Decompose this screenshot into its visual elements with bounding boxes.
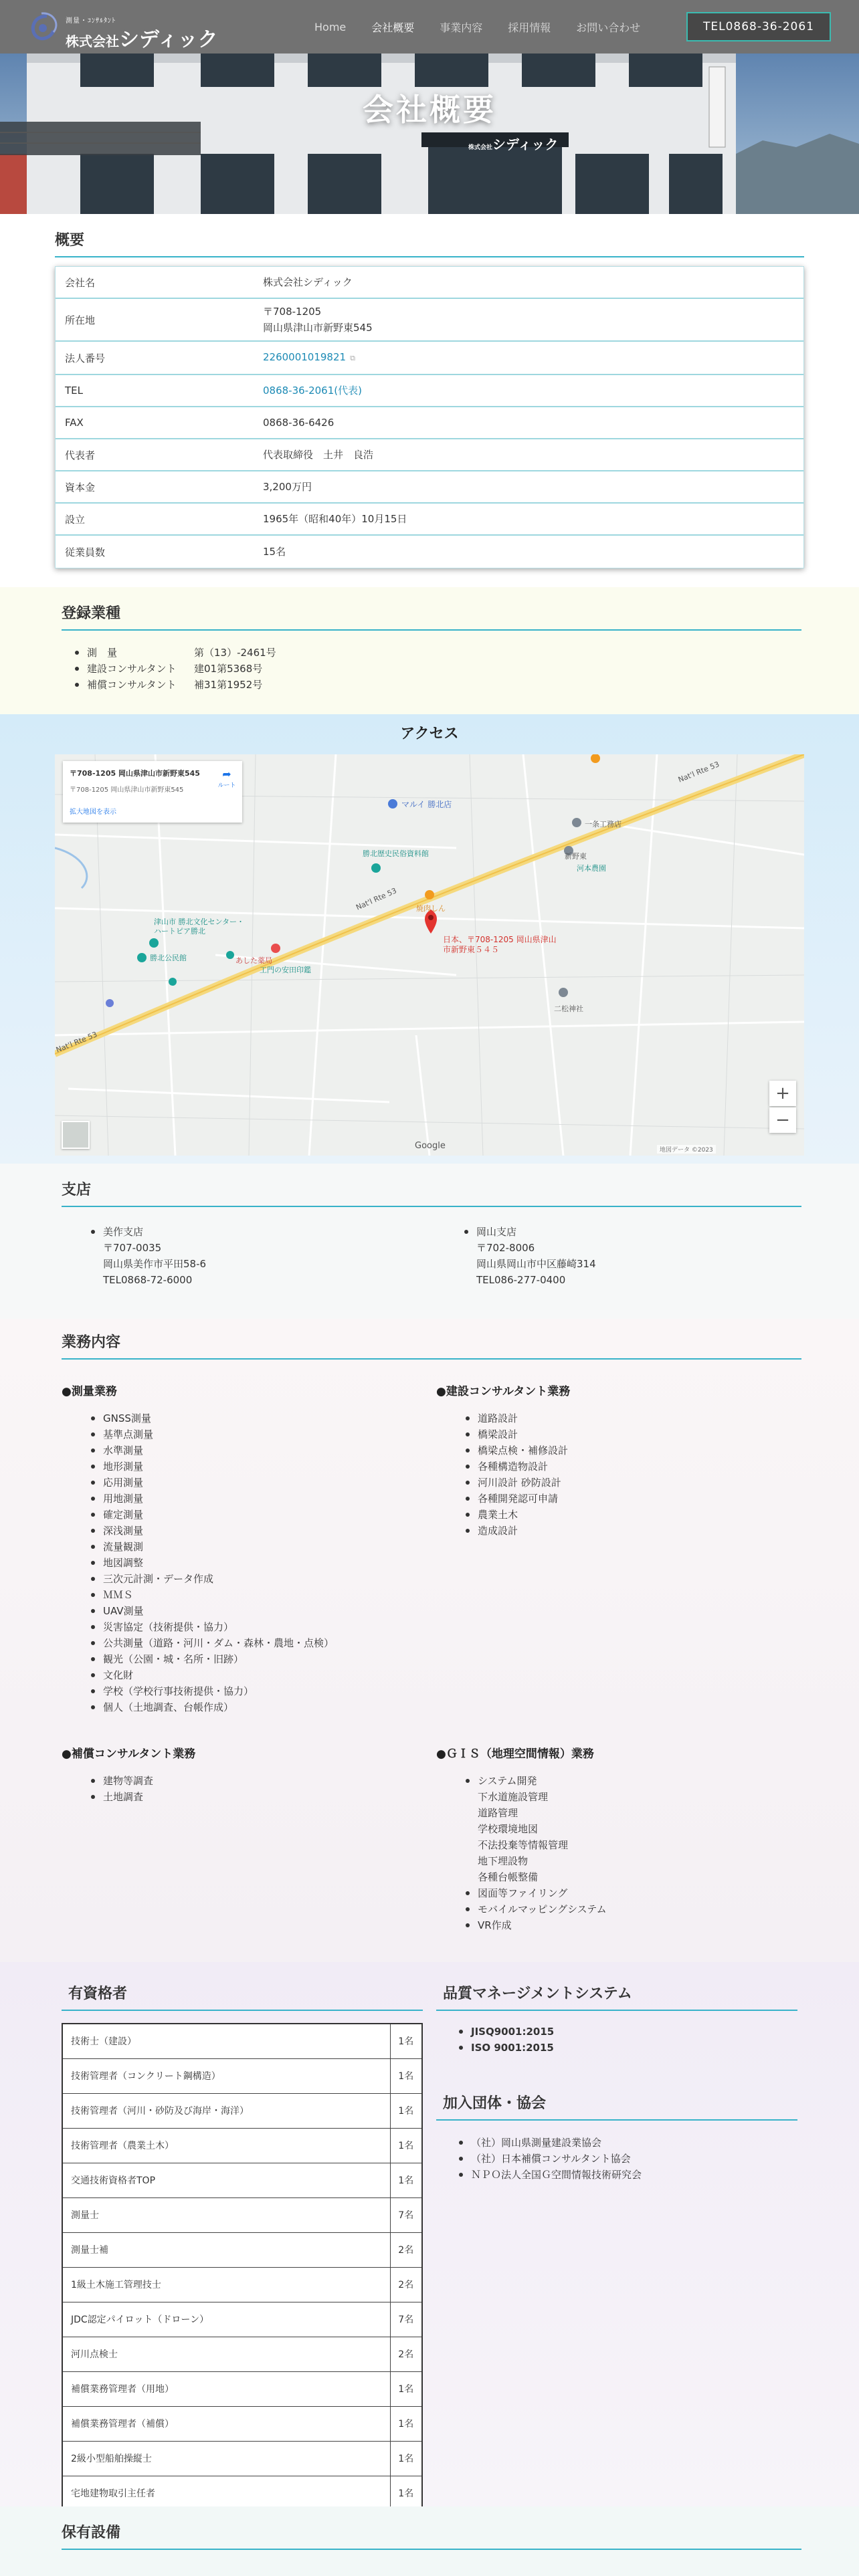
map-copyright: 地図データ ©2023 bbox=[657, 1145, 716, 1154]
row-key: 法人番号 bbox=[65, 352, 106, 364]
table-row: 宅地建物取引主任者 1名 bbox=[62, 2476, 422, 2510]
company-logo[interactable] bbox=[27, 11, 227, 51]
list-item: ＭＭＳ bbox=[86, 1587, 409, 1603]
list-item: 河川設計 砂防設計 bbox=[460, 1475, 797, 1491]
map-info-card bbox=[63, 761, 242, 823]
gis-title: ●ＧＩＳ（地理空間情報）業務 bbox=[436, 1747, 594, 1761]
tel-button[interactable]: TEL0868-36-2061 bbox=[686, 12, 831, 41]
table-row: 測量士 7名 bbox=[62, 2197, 422, 2232]
list-item: 橋梁設計 bbox=[460, 1426, 797, 1442]
row-value: 1965年（昭和40年）10月15日 bbox=[263, 513, 407, 525]
associations-heading: 加入団体・協会 bbox=[436, 2092, 797, 2121]
compensation-title: ●補償コンサルタント業務 bbox=[62, 1747, 196, 1761]
list-item: 各種開発認可申請 bbox=[460, 1491, 797, 1507]
table-row bbox=[56, 375, 803, 407]
table-row bbox=[56, 536, 803, 568]
row-value bbox=[263, 383, 803, 399]
list-item: 基準点測量 bbox=[86, 1426, 409, 1442]
branch-list-okayama bbox=[459, 1224, 596, 1288]
associations-list bbox=[454, 2135, 642, 2183]
table-row: 補償業務管理者（補償） 1名 bbox=[62, 2406, 422, 2441]
construction-list bbox=[460, 1410, 797, 1539]
list-item: 土地調査 bbox=[86, 1789, 409, 1805]
list-item: モバイルマッピングシステム bbox=[460, 1901, 797, 1917]
overview-heading: 概要 bbox=[55, 229, 804, 257]
list-item: 造成設計 bbox=[460, 1523, 797, 1539]
list-item: 学校（学校行事技術提供・協力） bbox=[86, 1683, 409, 1699]
tel-link[interactable]: 0868-36-2061(代表) bbox=[263, 385, 362, 397]
table-row: 技術管理者（コンクリート鋼構造） 1名 bbox=[62, 2058, 422, 2093]
route-icon: ➦ bbox=[222, 768, 231, 780]
map-route-button[interactable]: ➦ ルート bbox=[217, 768, 236, 789]
map-label-shinno: 新野東 bbox=[565, 852, 587, 861]
map-label-culture: 津山市 勝北文化センター・ハートピア勝北 bbox=[154, 918, 245, 936]
branch-list-mimasaka bbox=[86, 1224, 206, 1288]
list-item: VR作成 bbox=[460, 1917, 797, 1933]
construction-block bbox=[436, 1382, 797, 1539]
qualifications-heading: 有資格者 bbox=[62, 1982, 423, 2011]
gis-list bbox=[460, 1773, 797, 1933]
row-value bbox=[263, 349, 803, 366]
compensation-block bbox=[62, 1744, 409, 1805]
row-key: 代表者 bbox=[65, 449, 96, 461]
table-row bbox=[56, 471, 803, 504]
logo-name: 株式会社シディック bbox=[66, 28, 218, 51]
row-key: 所在地 bbox=[65, 314, 96, 326]
map-label-pharmacy: あした薬局 bbox=[235, 956, 272, 965]
row-key: TEL bbox=[65, 385, 83, 397]
map-label-road: Nat'l Rte 53 bbox=[55, 1030, 99, 1055]
list-item: 建物等調査 bbox=[86, 1773, 409, 1789]
building-sign: 株式会社シディック bbox=[468, 136, 559, 152]
compensation-list bbox=[86, 1773, 409, 1805]
table-row: 1級土木施工管理技士 2名 bbox=[62, 2267, 422, 2302]
list-item: UAV測量 bbox=[86, 1603, 409, 1619]
list-item: 橋梁点検・補修設計 bbox=[460, 1442, 797, 1459]
map-label-shrine: 二松神社 bbox=[554, 1004, 583, 1013]
corporate-number-link[interactable]: 2260001019821 bbox=[263, 351, 347, 363]
logo-mark-icon bbox=[27, 11, 62, 44]
map-enlarge-link[interactable]: 拡大地図を表示 bbox=[70, 809, 116, 816]
map-label-road: Nat'l Rte 53 bbox=[676, 760, 721, 784]
site-header bbox=[0, 0, 859, 53]
list-item: 測 量 第（13）-2461号 bbox=[70, 645, 276, 661]
list-item: 確定測量 bbox=[86, 1507, 409, 1523]
nav-company[interactable]: 会社概要 bbox=[371, 21, 415, 34]
row-value: 〒708-1205 岡山県津山市新野東545 bbox=[263, 306, 373, 334]
row-value: 株式会社シディック bbox=[263, 276, 353, 288]
survey-title: ●測量業務 bbox=[62, 1385, 117, 1398]
list-item: 流量観測 bbox=[86, 1539, 409, 1555]
row-key: 設立 bbox=[65, 513, 86, 526]
table-row bbox=[56, 439, 803, 471]
list-item: GNSS測量 bbox=[86, 1410, 409, 1426]
list-item: 個人（土地調査、台帳作成） bbox=[86, 1699, 409, 1715]
list-item: 用地測量 bbox=[86, 1491, 409, 1507]
map-label-pin: 日本、〒708-1205 岡山県津山市新野東５４５ bbox=[443, 935, 557, 954]
table-row: 測量士補 2名 bbox=[62, 2232, 422, 2267]
map-card-title: 〒708-1205 岡山県津山市新野東545 bbox=[70, 769, 200, 778]
list-item: 地形測量 bbox=[86, 1459, 409, 1475]
list-item: 道路設計 bbox=[460, 1410, 797, 1426]
external-link-icon: ⧉ bbox=[350, 354, 355, 362]
registration-list bbox=[70, 645, 276, 693]
list-item: 三次元計測・データ作成 bbox=[86, 1571, 409, 1587]
list-item: 水準測量 bbox=[86, 1442, 409, 1459]
table-row: 河川点検士 2名 bbox=[62, 2337, 422, 2371]
list-item: 岡山支店 〒702-8006 岡山県岡山市中区藤崎314 TEL086-277-0400 bbox=[459, 1224, 596, 1288]
map-label-store: マルイ 勝北店 bbox=[401, 800, 452, 809]
survey-list bbox=[86, 1410, 409, 1715]
nav-business[interactable]: 事業内容 bbox=[440, 21, 483, 34]
table-row bbox=[56, 267, 803, 299]
row-key: FAX bbox=[65, 417, 84, 429]
map-card-address: 〒708-1205 岡山県津山市新野東545 bbox=[70, 786, 184, 794]
map-label-kawamoto: 河本農園 bbox=[577, 864, 606, 873]
list-item: 観光（公園・城・名所・旧跡） bbox=[86, 1651, 409, 1667]
zoom-in-button[interactable]: + bbox=[769, 1081, 796, 1106]
hero-banner bbox=[0, 53, 859, 214]
hero-building-image bbox=[0, 53, 859, 214]
main-nav bbox=[314, 0, 666, 53]
row-value: 0868-36-6426 bbox=[263, 417, 335, 429]
table-row bbox=[56, 299, 803, 342]
branches-heading: 支店 bbox=[62, 1178, 801, 1207]
list-item: 深浅測量 bbox=[86, 1523, 409, 1539]
table-row: 技術管理者（農業土木） 1名 bbox=[62, 2128, 422, 2163]
list-item: 災害協定（技術提供・協力） bbox=[86, 1619, 409, 1635]
list-item: （社）岡山県測量建設業協会 bbox=[454, 2135, 642, 2151]
list-item: 各種構造物設計 bbox=[460, 1459, 797, 1475]
list-item: （社）日本補償コンサルタント協会 bbox=[454, 2151, 642, 2167]
table-row bbox=[56, 504, 803, 536]
list-item: 文化財 bbox=[86, 1667, 409, 1683]
qualifications-table bbox=[62, 2023, 423, 2511]
nav-home[interactable]: Home bbox=[314, 20, 347, 33]
row-value: 15名 bbox=[263, 546, 286, 558]
table-row: JDC認定パイロット（ドローン） 7名 bbox=[62, 2302, 422, 2337]
nav-contact[interactable]: お問い合わせ bbox=[576, 21, 641, 34]
map-label-yakiniku: 焼肉しん bbox=[416, 904, 446, 913]
list-item: JISQ9001:2015 bbox=[454, 2024, 554, 2040]
map-label-road: Nat'l Rte 53 bbox=[355, 886, 398, 912]
row-key: 従業員数 bbox=[65, 546, 106, 558]
list-item: 応用測量 bbox=[86, 1475, 409, 1491]
page-title: 会社概要 bbox=[363, 92, 496, 128]
survey-block bbox=[62, 1382, 409, 1715]
list-item: 公共測量（道路・河川・ダム・森林・農地・点検） bbox=[86, 1635, 409, 1651]
row-value: 代表取締役 土井 良浩 bbox=[263, 449, 374, 461]
map-label-hall: 勝北歴史民俗資料館 bbox=[363, 849, 429, 858]
table-row bbox=[56, 342, 803, 375]
business-heading: 業務内容 bbox=[62, 1331, 801, 1360]
list-item: 建設コンサルタント 建01第5368号 bbox=[70, 661, 276, 677]
access-heading: アクセス bbox=[400, 726, 459, 742]
list-item: 地図調整 bbox=[86, 1555, 409, 1571]
map-type-thumbnail[interactable] bbox=[62, 1121, 90, 1149]
table-row bbox=[56, 407, 803, 439]
zoom-out-button[interactable]: − bbox=[769, 1107, 796, 1133]
table-row: 技術管理者（河川・砂防及び海岸・海洋） 1名 bbox=[62, 2093, 422, 2128]
table-row: 2級小型船舶操縦士 1名 bbox=[62, 2441, 422, 2476]
row-value: 3,200万円 bbox=[263, 481, 312, 493]
construction-title: ●建設コンサルタント業務 bbox=[436, 1385, 571, 1398]
list-item: 美作支店 〒707-0035 岡山県美作市平田58-6 TEL0868-72-6000 bbox=[86, 1224, 206, 1288]
row-key: 資本金 bbox=[65, 481, 96, 494]
nav-recruit[interactable]: 採用情報 bbox=[508, 21, 551, 34]
map-label-park: 勝北公民館 bbox=[150, 954, 187, 962]
google-logo: Google bbox=[415, 1141, 446, 1151]
logo-subtitle: 測量・ｺﾝｻﾙﾀﾝﾄ bbox=[66, 17, 116, 25]
list-item: システム開発 下水道施設管理 道路管理 学校環境地図 不法投棄等情報管理 地下埋設物 各種台帳整備 bbox=[460, 1773, 797, 1885]
map-label-factory: 工門の安田印鑑 bbox=[260, 966, 311, 974]
list-item: 補償コンサルタント 補31第1952号 bbox=[70, 677, 276, 693]
table-row: 交通技術資格者TOP 1名 bbox=[62, 2163, 422, 2197]
row-key: 会社名 bbox=[65, 276, 96, 289]
quality-list bbox=[454, 2024, 554, 2056]
list-item: 農業土木 bbox=[460, 1507, 797, 1523]
list-item: ＮＰＯ法人全国Ｇ空間情報技術研究会 bbox=[454, 2167, 642, 2183]
google-map[interactable] bbox=[55, 754, 804, 1156]
list-item: ISO 9001:2015 bbox=[454, 2040, 554, 2056]
registration-heading: 登録業種 bbox=[62, 602, 801, 631]
overview-table bbox=[55, 266, 804, 568]
table-row: 技術士（建設） 1名 bbox=[62, 2024, 422, 2058]
map-label-ichijo: 一条工務店 bbox=[585, 820, 622, 829]
list-item: 図面等ファイリング bbox=[460, 1885, 797, 1901]
table-row: 補償業務管理者（用地） 1名 bbox=[62, 2371, 422, 2406]
gis-block bbox=[436, 1744, 797, 1933]
quality-heading: 品質マネージメントシステム bbox=[436, 1982, 797, 2011]
equipment-heading: 保有設備 bbox=[62, 2521, 801, 2550]
